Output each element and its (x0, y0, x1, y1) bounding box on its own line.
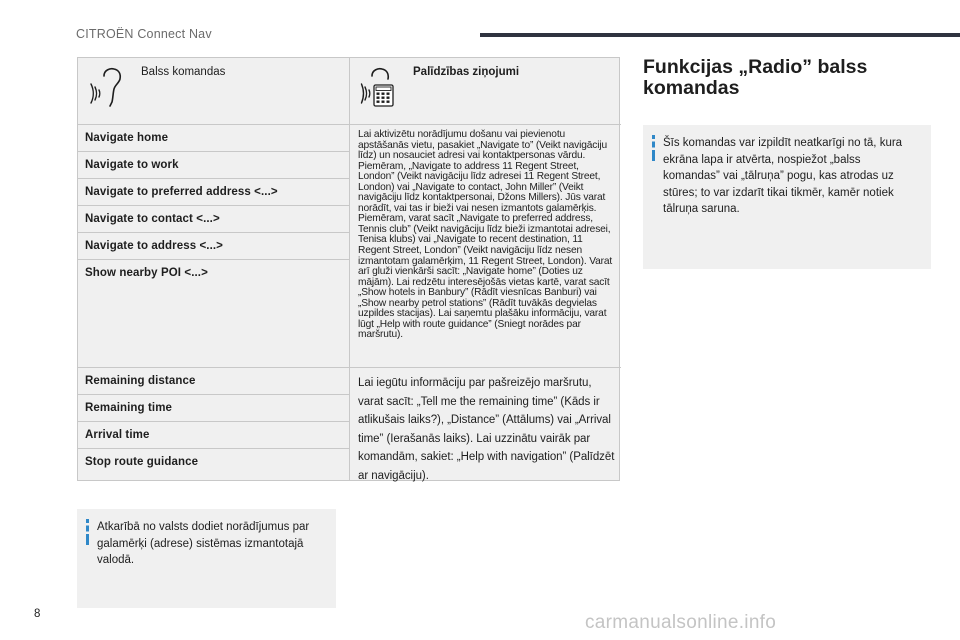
command-label: Arrival time (85, 429, 150, 441)
language-note (77, 509, 336, 608)
command-row (78, 124, 349, 151)
help-column-header (350, 58, 621, 124)
header-title: CITROËN Connect Nav (76, 27, 212, 41)
command-label: Navigate to contact <...> (85, 213, 220, 225)
help-messages-column (350, 58, 621, 480)
watermark: carmanualsonline.info (585, 612, 777, 633)
command-label: Navigate to preferred address <...> (85, 186, 278, 198)
radio-commands-note (643, 125, 931, 269)
commands-column (78, 58, 349, 480)
command-label: Remaining time (85, 402, 173, 414)
info-icon (86, 519, 89, 545)
route-info-help-text: Lai iegūtu informāciju par pašreizējo maršrutu, varat sacīt: „Tell me the remaining time” (Kāds ir atlikušais laiks?), „Distance” (Attālums) vai „Arrival time” (Ierašanās laiks). Lai uzzinātu vairāk par komandām, sakiet: „Help with navigation” (Palīdzēt ar navigāciju). (358, 377, 615, 482)
page-number: 8 (34, 608, 41, 620)
command-row (78, 394, 349, 421)
command-label: Stop route guidance (85, 456, 199, 468)
section-title: Funkcijas „Radio” balss komandas (643, 56, 868, 99)
voice-command-icon (88, 66, 122, 108)
command-row (78, 259, 349, 367)
command-label: Navigate to work (85, 159, 179, 171)
header-rule (480, 33, 960, 37)
command-label: Navigate to address <...> (85, 240, 224, 252)
command-row (78, 178, 349, 205)
command-label: Show nearby POI <...> (85, 267, 208, 279)
command-row (78, 205, 349, 232)
command-row (78, 421, 349, 448)
language-note-text: Atkarībā no valsts dodiet norādījumus par galamērķi (adrese) sistēmas izmantotajā valodā. (97, 521, 310, 566)
group-divider (350, 367, 621, 368)
command-row (78, 151, 349, 178)
voice-keypad-icon (360, 66, 394, 108)
command-row (78, 448, 349, 481)
command-label: Remaining distance (85, 375, 196, 387)
info-icon (652, 135, 655, 161)
command-label: Navigate home (85, 132, 169, 144)
command-row (78, 367, 349, 394)
commands-column-header (78, 58, 349, 124)
navigation-help-text: Lai aktivizētu norādījumu došanu vai pievienotu apstāšanās vietu, pasakiet „Navigate to” (Veikt navigāciju līdz) un nosauciet adresi vai kontaktpersonas vārdu. Piemēram, „Navigate to address 11 Regent Street, London” (Veikt navigāciju līdz adresei 11 Regent Street, London) vai „Navigate to contact, John Miller” (Veikt navigāciju līdz kontaktpersonai, Džons Millers). Jūs varat norādīt, vai tas ir bieži vai nesen izmantots galamērķis. Piemēram, varat sacīt „Navigate to preferred address, Tennis club” (Veikt navigāciju līdz bieži izmantotai adresei, Tenisa klubs) vai „Navigate to recent destination, 11 Regent Street, London” (Veikt navigāciju līdz nesen izmantotam galamērķim, 11 Regent Street, London). Varat arī gluži vienkārši sacīt: „Navigate home” (Doties uz mājām). Lai redzētu interesējošās vietas kartē, varat sacīt „Show hotels in Banbury” (Rādīt viesnīcas Banburi) vai „Show nearby petrol stations” (Rādīt tuvākās degvielas uzpildes stacijas). Lai saņemtu plašāku informāciju, varat lūgt „Help with route guidance” (Sniegt norādes par maršrutu). (358, 129, 613, 341)
commands-header-label: Balss komandas (141, 66, 226, 78)
command-row (78, 232, 349, 259)
header-divider (350, 124, 621, 125)
radio-commands-note-text: Šīs komandas var izpildīt neatkarīgi no tā, kura ekrāna lapa ir atvērta, nospiežot „balss komandas” vai „tālruņa” pogu, kas atrodas uz stūres; to var izdarīt tikai tikmēr, kamēr notiek tālruņa saruna. (663, 137, 903, 215)
help-header-label: Palīdzības ziņojumi (413, 66, 520, 78)
voice-commands-table (77, 57, 620, 481)
